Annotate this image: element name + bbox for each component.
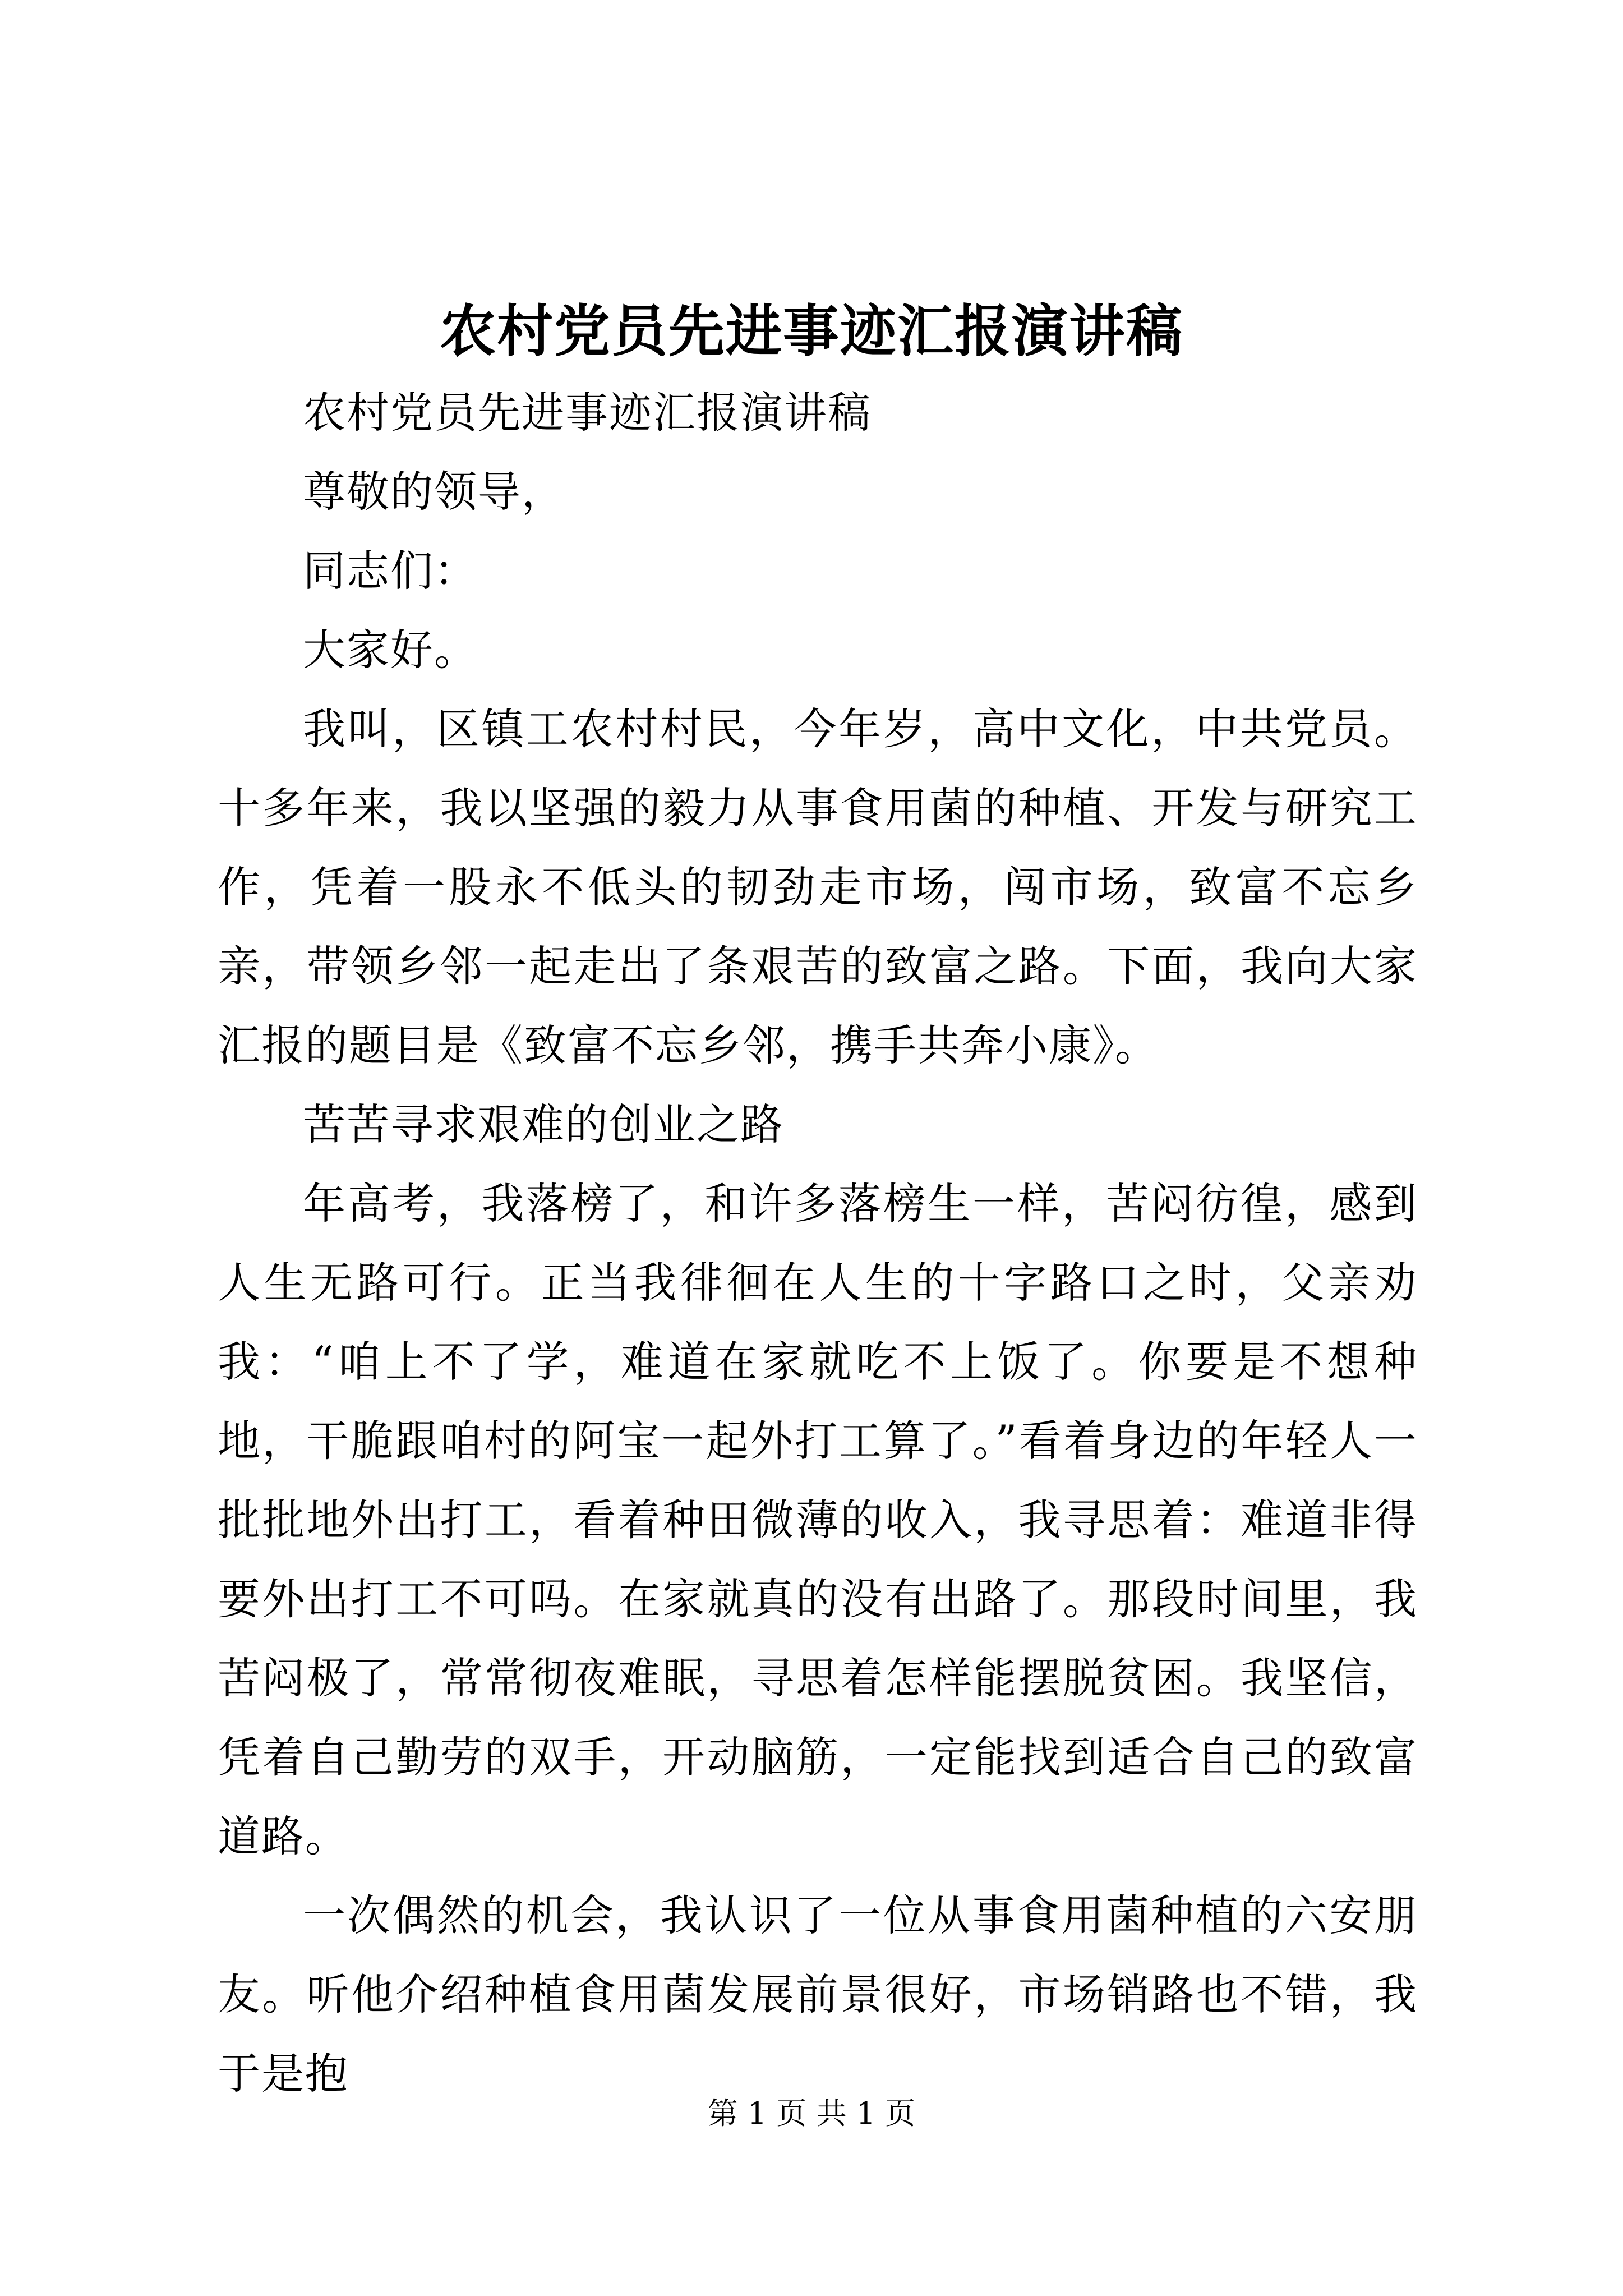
paragraph-heading-repeat: 农村党员先进事迹汇报演讲稿 <box>303 388 872 438</box>
paragraph-story: 年高考，我落榜了，和许多落榜生一样，苦闷彷徨，感到人生无路可行。正当我徘徊在人生的十字路口之时，父亲劝我：“咱上不了学，难道在家就吃不上饭了。你要是不想种地，干脆跟咱村的阿宝一起外打工算了。”看着身边的年轻人一批批地外出打工，看着种田微薄的收入，我寻思着：难道非得要外出打工不可吗。在家就真的没有出路了。那段时间里，我苦闷极了，常常彻夜难眠，寻思着怎样能摆脱贫困。我坚信，凭着自己勤劳的双手，开动脑筋，一定能找到适合自己的致富道路。 <box>218 1179 1418 1861</box>
page-footer: 第 1 页 共 1 页 <box>707 2096 916 2131</box>
paragraph-introduction: 我叫，区镇工农村村民，今年岁，高中文化，中共党员。十多年来，我以坚强的毅力从事食用菌的种植、开发与研究工作，凭着一股永不低头的韧劲走市场，闯市场，致富不忘乡亲，带领乡邻一起走出了条艰苦的致富之路。下面，我向大家汇报的题目是《致富不忘乡邻，携手共奔小康》。 <box>218 704 1418 1070</box>
section-heading: 苦苦寻求艰难的创业之路 <box>303 1099 784 1149</box>
paragraph-greeting: 大家好。 <box>303 625 478 675</box>
paragraph-opportunity: 一次偶然的机会，我认识了一位从事食用菌种植的六安朋友。听他介绍种植食用菌发展前景很好，市场销路也不错，我于是抱 <box>218 1890 1418 2099</box>
paragraph-salutation-comrades: 同志们： <box>303 546 478 596</box>
document-title: 农村党员先进事迹汇报演讲稿 <box>440 298 1183 364</box>
paragraph-salutation-leaders: 尊敬的领导， <box>303 467 565 517</box>
document-body <box>218 373 1418 2113</box>
